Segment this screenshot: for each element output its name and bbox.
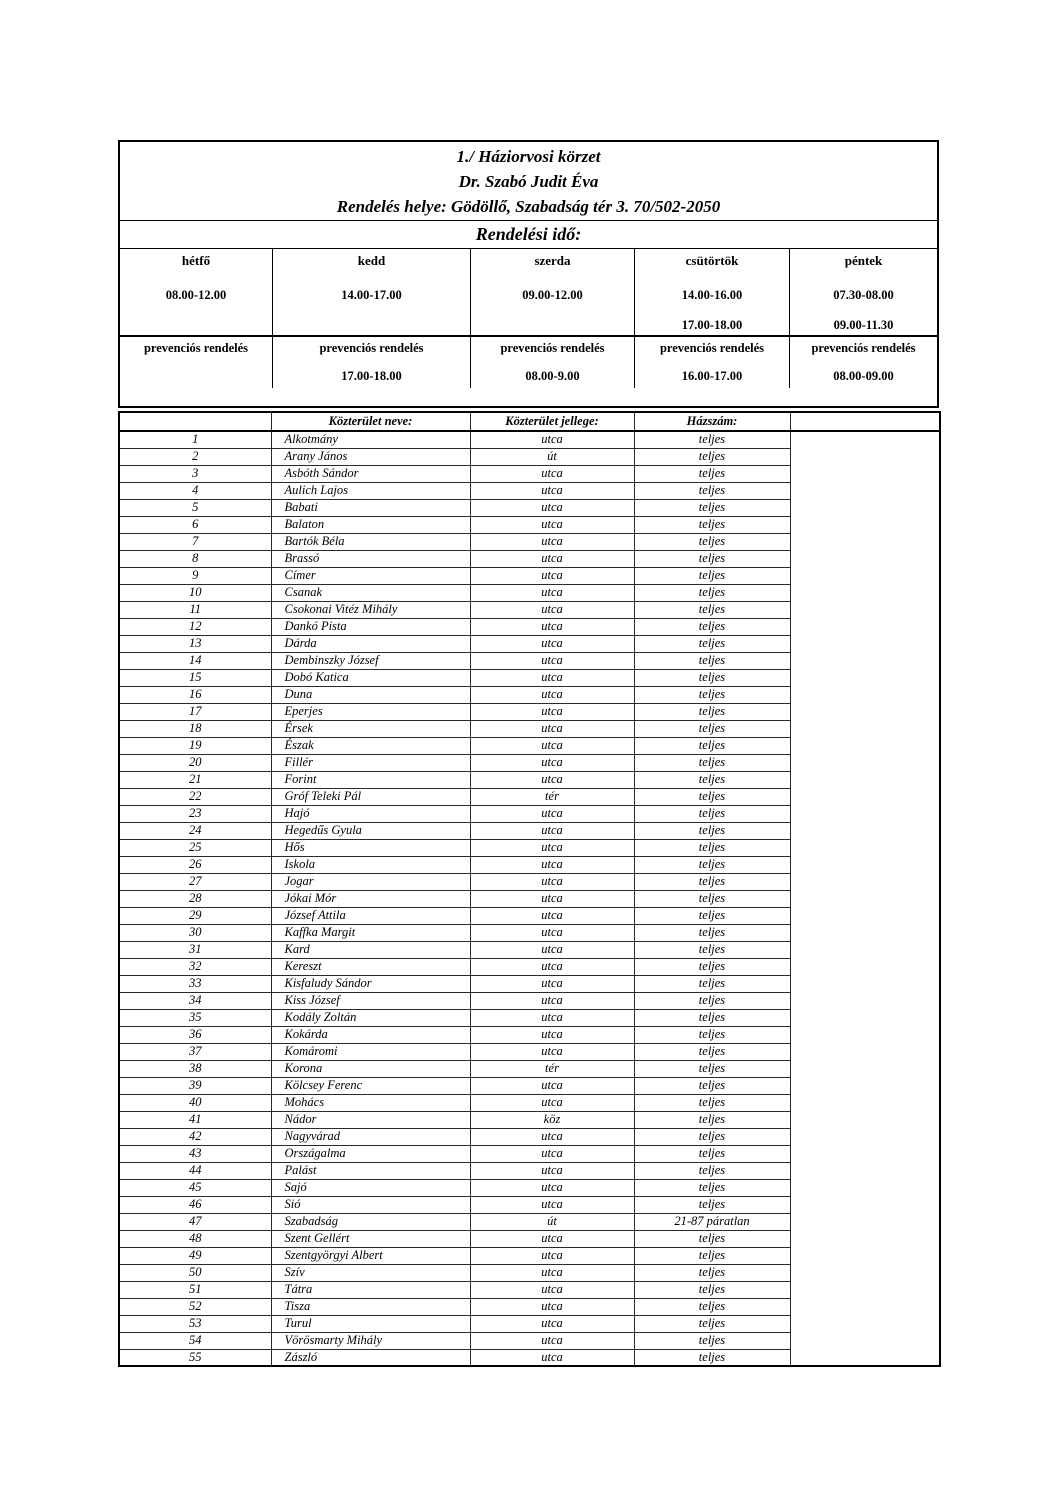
street-name: Dobó Katica — [271, 669, 470, 686]
house-number-range: teljes — [634, 1349, 790, 1366]
street-type: utca — [470, 567, 634, 584]
street-row-number: 6 — [119, 516, 271, 533]
schedule-table — [120, 249, 937, 388]
street-name: Hős — [271, 839, 470, 856]
street-name: Vörösmarty Mihály — [271, 1332, 470, 1349]
schedule-title: Rendelési idő: — [120, 221, 937, 249]
street-row-number: 26 — [119, 856, 271, 873]
street-type: utca — [470, 958, 634, 975]
practice-location: Rendelés helye: Gödöllő, Szabadság tér 3. 70/502-2050 — [336, 197, 721, 216]
house-number-range: teljes — [634, 669, 790, 686]
street-type: tér — [470, 788, 634, 805]
street-name: Kisfaludy Sándor — [271, 975, 470, 992]
street-type: utca — [470, 737, 634, 754]
street-row-number: 25 — [119, 839, 271, 856]
street-row-number: 49 — [119, 1247, 271, 1264]
street-name: Tátra — [271, 1281, 470, 1298]
street-name: József Attila — [271, 907, 470, 924]
street-name: Kodály Zoltán — [271, 1009, 470, 1026]
street-type: utca — [470, 601, 634, 618]
street-row-number: 55 — [119, 1349, 271, 1366]
street-name: Eperjes — [271, 703, 470, 720]
table-row — [119, 431, 940, 448]
street-type: utca — [470, 1247, 634, 1264]
street-name: Címer — [271, 567, 470, 584]
street-name: Bartók Béla — [271, 533, 470, 550]
street-type: utca — [470, 618, 634, 635]
house-number-range: teljes — [634, 635, 790, 652]
street-type: utca — [470, 584, 634, 601]
hours-primary: 09.00-12.00 — [522, 288, 583, 302]
upper-frame — [118, 140, 939, 408]
street-name: Kard — [271, 941, 470, 958]
street-type: utca — [470, 1349, 634, 1366]
street-row-number: 1 — [119, 431, 271, 448]
house-number-range: teljes — [634, 822, 790, 839]
street-row-number: 40 — [119, 1094, 271, 1111]
street-row-number: 50 — [119, 1264, 271, 1281]
street-name: Szentgyörgyi Albert — [271, 1247, 470, 1264]
street-name: Kiss József — [271, 992, 470, 1009]
street-name: Szív — [271, 1264, 470, 1281]
street-row-number: 18 — [119, 720, 271, 737]
house-number-range: teljes — [634, 720, 790, 737]
street-name: Babati — [271, 499, 470, 516]
street-name: Turul — [271, 1315, 470, 1332]
street-name: Jogar — [271, 873, 470, 890]
district-title: 1./ Háziorvosi körzet — [456, 147, 601, 166]
street-type: utca — [470, 771, 634, 788]
street-row-number: 10 — [119, 584, 271, 601]
house-number-range: teljes — [634, 448, 790, 465]
street-type: utca — [470, 1043, 634, 1060]
hours-primary: 14.00-16.00 — [681, 288, 743, 302]
street-row-number: 41 — [119, 1111, 271, 1128]
street-type: utca — [470, 1196, 634, 1213]
schedule-column-1 — [272, 249, 470, 388]
day-name: péntek — [844, 253, 883, 268]
street-name: Zászló — [271, 1349, 470, 1366]
street-type: utca — [470, 890, 634, 907]
street-row-number: 53 — [119, 1315, 271, 1332]
street-name: Forint — [271, 771, 470, 788]
col-header-number — [119, 412, 271, 431]
hours-secondary — [120, 315, 272, 337]
street-name: Gróf Teleki Pál — [271, 788, 470, 805]
street-row-number: 30 — [119, 924, 271, 941]
street-type: utca — [470, 1315, 634, 1332]
house-number-range: teljes — [634, 941, 790, 958]
street-name: Kereszt — [271, 958, 470, 975]
street-row-number: 31 — [119, 941, 271, 958]
street-type: köz — [470, 1111, 634, 1128]
hours-secondary: 09.00-11.30 — [833, 318, 894, 332]
house-number-range: teljes — [634, 1009, 790, 1026]
street-row-number: 21 — [119, 771, 271, 788]
street-row-number: 19 — [119, 737, 271, 754]
street-type: utca — [470, 669, 634, 686]
street-type: utca — [470, 1128, 634, 1145]
consultation-section — [471, 249, 634, 337]
street-name: Szabadság — [271, 1213, 470, 1230]
schedule-column-2 — [470, 249, 634, 388]
street-name: Kaffka Margit — [271, 924, 470, 941]
schedule-column-0 — [120, 249, 272, 388]
street-row-number: 5 — [119, 499, 271, 516]
house-number-range: teljes — [634, 550, 790, 567]
prevention-label: prevenciós rendelés — [500, 341, 605, 355]
street-type: utca — [470, 720, 634, 737]
house-number-range: teljes — [634, 771, 790, 788]
house-number-range: teljes — [634, 975, 790, 992]
street-name: Országalma — [271, 1145, 470, 1162]
house-number-range: teljes — [634, 465, 790, 482]
doctor-name: Dr. Szabó Judit Éva — [458, 172, 599, 191]
house-number-range: teljes — [634, 584, 790, 601]
house-number-range: teljes — [634, 788, 790, 805]
street-name: Érsek — [271, 720, 470, 737]
consultation-section — [790, 249, 937, 337]
street-type: utca — [470, 703, 634, 720]
street-row-number: 45 — [119, 1179, 271, 1196]
street-type: utca — [470, 839, 634, 856]
prevention-section — [120, 337, 272, 388]
col-header-street-name: Közterület neve: — [271, 412, 470, 431]
street-row-number: 54 — [119, 1332, 271, 1349]
street-type: utca — [470, 1009, 634, 1026]
col-header-empty — [790, 412, 940, 431]
street-name: Csokonai Vitéz Mihály — [271, 601, 470, 618]
street-type: utca — [470, 754, 634, 771]
street-row-number: 23 — [119, 805, 271, 822]
street-name: Asbóth Sándor — [271, 465, 470, 482]
street-row-number: 35 — [119, 1009, 271, 1026]
street-name: Hajó — [271, 805, 470, 822]
street-row-number: 32 — [119, 958, 271, 975]
house-number-range: teljes — [634, 567, 790, 584]
house-number-range: teljes — [634, 1281, 790, 1298]
house-number-range: teljes — [634, 958, 790, 975]
house-number-range: teljes — [634, 1145, 790, 1162]
street-row-number: 37 — [119, 1043, 271, 1060]
prevention-hours: 16.00-17.00 — [681, 369, 743, 383]
schedule-column-4 — [789, 249, 937, 388]
street-row-number: 38 — [119, 1060, 271, 1077]
street-row-number: 42 — [119, 1128, 271, 1145]
house-number-range: teljes — [634, 652, 790, 669]
empty-column-cell — [790, 431, 940, 1366]
street-type: utca — [470, 550, 634, 567]
street-name: Nádor — [271, 1111, 470, 1128]
hours-secondary — [273, 315, 470, 337]
hours-primary: 14.00-17.00 — [341, 288, 402, 302]
street-name: Tisza — [271, 1298, 470, 1315]
prevention-hours: 08.00-09.00 — [833, 369, 894, 383]
house-number-range: teljes — [634, 805, 790, 822]
street-row-number: 44 — [119, 1162, 271, 1179]
house-number-range: teljes — [634, 1162, 790, 1179]
house-number-range: teljes — [634, 1179, 790, 1196]
street-type: utca — [470, 873, 634, 890]
schedule-column-3 — [634, 249, 789, 388]
house-number-range: teljes — [634, 686, 790, 703]
street-type: utca — [470, 1179, 634, 1196]
street-type: utca — [470, 686, 634, 703]
street-row-number: 20 — [119, 754, 271, 771]
house-number-range: teljes — [634, 1264, 790, 1281]
street-row-number: 46 — [119, 1196, 271, 1213]
street-name: Észak — [271, 737, 470, 754]
street-type: utca — [470, 1298, 634, 1315]
house-number-range: teljes — [634, 1060, 790, 1077]
house-number-range: teljes — [634, 1026, 790, 1043]
consultation-section — [635, 249, 789, 337]
house-number-range: teljes — [634, 533, 790, 550]
street-row-number: 36 — [119, 1026, 271, 1043]
street-name: Dárda — [271, 635, 470, 652]
street-type: utca — [470, 652, 634, 669]
street-type: utca — [470, 907, 634, 924]
house-number-range: teljes — [634, 1196, 790, 1213]
house-number-range: teljes — [634, 1077, 790, 1094]
house-number-range: teljes — [634, 924, 790, 941]
house-number-range: 21-87 páratlan — [634, 1213, 790, 1230]
street-type: utca — [470, 1281, 634, 1298]
street-row-number: 33 — [119, 975, 271, 992]
street-name: Hegedűs Gyula — [271, 822, 470, 839]
street-name: Nagyvárad — [271, 1128, 470, 1145]
street-type: utca — [470, 516, 634, 533]
street-type: utca — [470, 1077, 634, 1094]
hours-secondary — [471, 315, 634, 337]
street-row-number: 43 — [119, 1145, 271, 1162]
prevention-label: prevenciós rendelés — [143, 341, 249, 355]
prevention-label: prevenciós rendelés — [811, 341, 916, 355]
prevention-label: prevenciós rendelés — [319, 341, 424, 355]
street-type: utca — [470, 499, 634, 516]
street-type: utca — [470, 465, 634, 482]
street-row-number: 22 — [119, 788, 271, 805]
house-number-range: teljes — [634, 1094, 790, 1111]
house-number-range: teljes — [634, 1128, 790, 1145]
street-name: Sajó — [271, 1179, 470, 1196]
prevention-section — [471, 337, 634, 388]
hours-primary: 08.00-12.00 — [165, 288, 227, 302]
streets-header-row — [119, 412, 940, 431]
prevention-hours — [120, 368, 272, 388]
house-number-range: teljes — [634, 1111, 790, 1128]
streets-table — [118, 411, 941, 1367]
street-row-number: 12 — [119, 618, 271, 635]
street-name: Brassó — [271, 550, 470, 567]
street-name: Alkotmány — [271, 431, 470, 448]
house-number-range: teljes — [634, 890, 790, 907]
prevention-section — [635, 337, 789, 388]
day-name: kedd — [357, 253, 386, 268]
street-row-number: 11 — [119, 601, 271, 618]
prevention-section — [273, 337, 470, 388]
street-type: utca — [470, 992, 634, 1009]
street-type: tér — [470, 1060, 634, 1077]
street-type: utca — [470, 924, 634, 941]
prevention-label: prevenciós rendelés — [659, 341, 765, 355]
street-name: Palást — [271, 1162, 470, 1179]
street-type: utca — [470, 822, 634, 839]
street-name: Dankó Pista — [271, 618, 470, 635]
street-type: utca — [470, 1162, 634, 1179]
house-number-range: teljes — [634, 431, 790, 448]
house-number-range: teljes — [634, 992, 790, 1009]
empty-row — [120, 388, 937, 406]
street-type: utca — [470, 975, 634, 992]
house-number-range: teljes — [634, 1043, 790, 1060]
street-name: Kölcsey Ferenc — [271, 1077, 470, 1094]
street-row-number: 9 — [119, 567, 271, 584]
street-row-number: 13 — [119, 635, 271, 652]
street-type: utca — [470, 1264, 634, 1281]
house-number-range: teljes — [634, 907, 790, 924]
street-name: Szent Gellért — [271, 1230, 470, 1247]
street-name: Duna — [271, 686, 470, 703]
street-name: Korona — [271, 1060, 470, 1077]
prevention-hours: 17.00-18.00 — [341, 369, 402, 383]
house-number-range: teljes — [634, 1298, 790, 1315]
street-row-number: 51 — [119, 1281, 271, 1298]
house-number-range: teljes — [634, 1315, 790, 1332]
street-type: utca — [470, 1026, 634, 1043]
street-row-number: 8 — [119, 550, 271, 567]
street-type: utca — [470, 856, 634, 873]
house-number-range: teljes — [634, 1332, 790, 1349]
header-box — [120, 142, 937, 221]
street-row-number: 34 — [119, 992, 271, 1009]
house-number-range: teljes — [634, 839, 790, 856]
street-type: utca — [470, 1145, 634, 1162]
street-row-number: 16 — [119, 686, 271, 703]
street-name: Jókai Mór — [271, 890, 470, 907]
house-number-range: teljes — [634, 754, 790, 771]
street-row-number: 24 — [119, 822, 271, 839]
street-row-number: 52 — [119, 1298, 271, 1315]
house-number-range: teljes — [634, 1230, 790, 1247]
street-row-number: 28 — [119, 890, 271, 907]
street-name: Aulich Lajos — [271, 482, 470, 499]
house-number-range: teljes — [634, 618, 790, 635]
street-row-number: 48 — [119, 1230, 271, 1247]
street-name: Arany János — [271, 448, 470, 465]
street-type: utca — [470, 941, 634, 958]
street-name: Sió — [271, 1196, 470, 1213]
street-name: Balaton — [271, 516, 470, 533]
street-row-number: 27 — [119, 873, 271, 890]
street-row-number: 4 — [119, 482, 271, 499]
street-row-number: 29 — [119, 907, 271, 924]
street-type: utca — [470, 1094, 634, 1111]
street-row-number: 17 — [119, 703, 271, 720]
street-type: utca — [470, 533, 634, 550]
house-number-range: teljes — [634, 856, 790, 873]
street-type: út — [470, 448, 634, 465]
street-type: út — [470, 1213, 634, 1230]
house-number-range: teljes — [634, 499, 790, 516]
street-row-number: 47 — [119, 1213, 271, 1230]
street-name: Mohács — [271, 1094, 470, 1111]
street-type: utca — [470, 1230, 634, 1247]
col-header-house-number: Házszám: — [634, 412, 790, 431]
street-row-number: 39 — [119, 1077, 271, 1094]
street-row-number: 14 — [119, 652, 271, 669]
street-type: utca — [470, 1332, 634, 1349]
street-row-number: 7 — [119, 533, 271, 550]
prevention-hours: 08.00-9.00 — [525, 369, 580, 383]
prevention-section — [790, 337, 937, 388]
street-type: utca — [470, 805, 634, 822]
house-number-range: teljes — [634, 703, 790, 720]
street-name: Dembinszky József — [271, 652, 470, 669]
street-type: utca — [470, 482, 634, 499]
col-header-street-type: Közterület jellege: — [470, 412, 634, 431]
street-row-number: 2 — [119, 448, 271, 465]
day-name: csütörtök — [685, 253, 739, 268]
street-type: utca — [470, 431, 634, 448]
street-row-number: 15 — [119, 669, 271, 686]
house-number-range: teljes — [634, 516, 790, 533]
hours-primary: 07.30-08.00 — [833, 288, 894, 302]
street-type: utca — [470, 635, 634, 652]
street-name: Kokárda — [271, 1026, 470, 1043]
street-name: Fillér — [271, 754, 470, 771]
house-number-range: teljes — [634, 873, 790, 890]
consultation-section — [120, 249, 272, 337]
house-number-range: teljes — [634, 601, 790, 618]
street-name: Csanak — [271, 584, 470, 601]
day-name: hétfő — [181, 253, 211, 268]
day-name: szerda — [534, 253, 571, 268]
house-number-range: teljes — [634, 737, 790, 754]
consultation-section — [273, 249, 470, 337]
house-number-range: teljes — [634, 482, 790, 499]
street-name: Iskola — [271, 856, 470, 873]
document-page — [118, 140, 939, 1367]
hours-secondary: 17.00-18.00 — [681, 318, 743, 332]
street-row-number: 3 — [119, 465, 271, 482]
street-name: Komáromi — [271, 1043, 470, 1060]
house-number-range: teljes — [634, 1247, 790, 1264]
